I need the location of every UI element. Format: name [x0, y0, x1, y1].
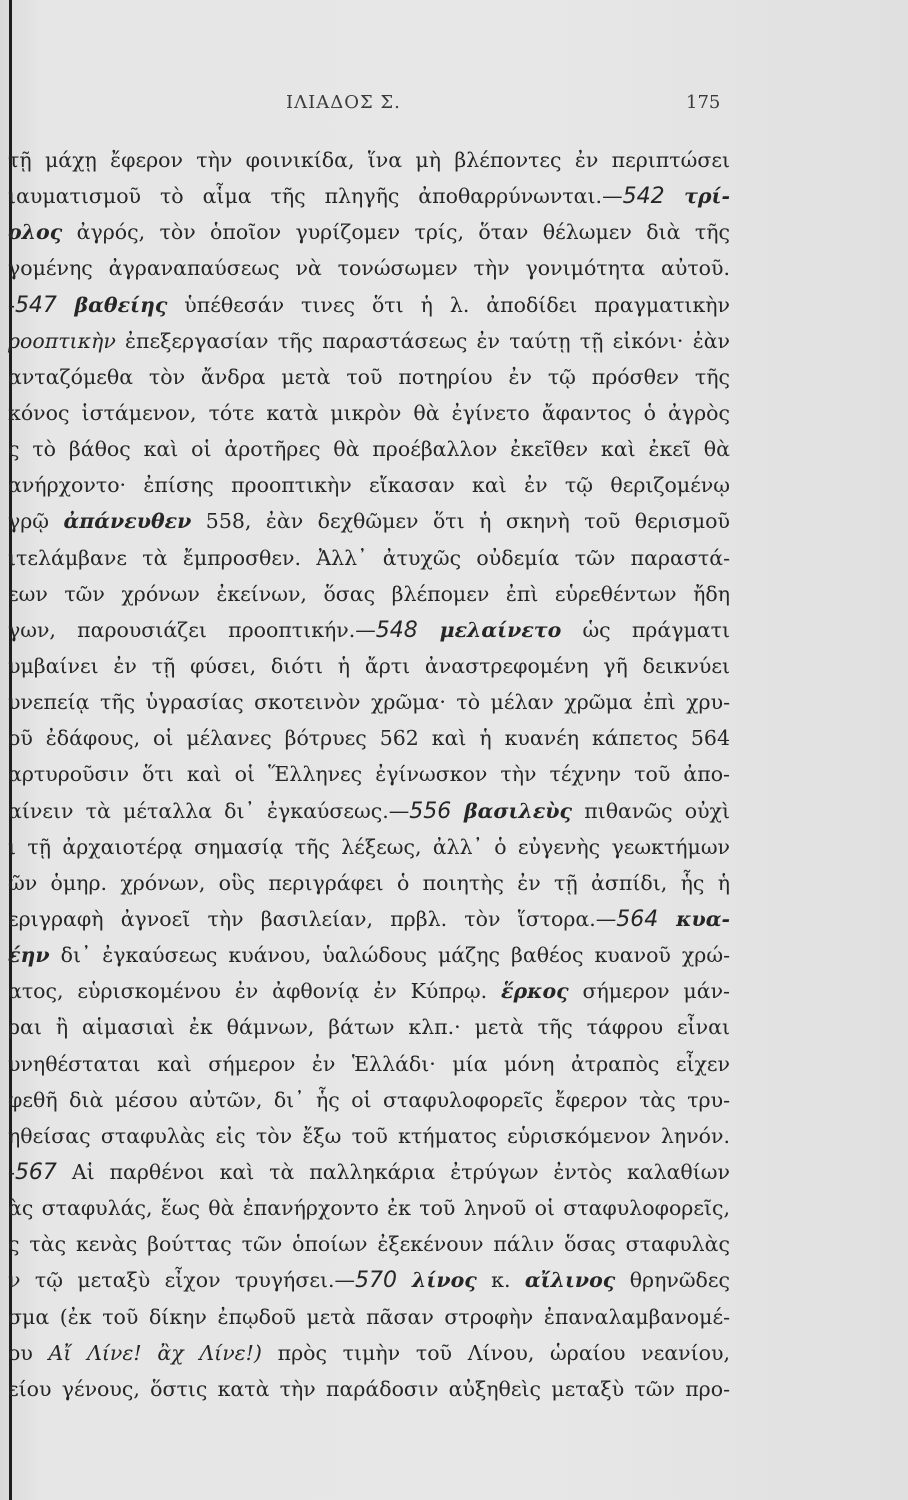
text-line — [0, 901, 730, 937]
text-line — [0, 648, 730, 684]
text-line — [0, 1262, 730, 1298]
text-line — [0, 612, 730, 648]
text-line — [0, 1335, 730, 1371]
text-segment: αίνειν τὰ μέταλλα δι᾽ ἐγκαύσεως.— — [8, 798, 410, 823]
running-head-title: ΙΛΙΑΔΟΣ Σ. — [286, 92, 401, 113]
text-line — [0, 1226, 730, 1262]
line-number-ref: 542 — [622, 184, 665, 210]
text-segment: 558, ἐὰν δεχθῶμεν ὅτι ἡ σκηνὴ τοῦ θερισμοῦ — [191, 509, 730, 534]
lemma-term: τρί- — [664, 184, 730, 209]
text-segment: ὑπέθεσάν τινες ὅτι ἡ λ. ἀποδίδει πραγματικὴν — [167, 292, 730, 317]
text-segment: κόνος ἱστάμενον, τότε κατὰ μικρὸν θὰ ἐγίνετο ἄφαντος ὁ ἀγρὸς — [8, 400, 730, 425]
text-segment: ς τὸ βάθος καὶ οἱ ἀροτῆρες θὰ προέβαλλον ἐκεῖθεν καὶ ἐκεῖ θὰ — [8, 437, 730, 462]
text-line — [0, 540, 730, 576]
text-line — [0, 793, 730, 829]
running-head — [0, 92, 908, 120]
text-segment: γρῷ — [8, 509, 64, 534]
text-segment: - — [8, 1159, 15, 1184]
text-line — [0, 287, 730, 323]
text-line — [0, 1299, 730, 1335]
text-segment: ἀγρός, τὸν ὁποῖον γυρίζομεν τρίς, ὅταν θέλωμεν διὰ τῆς — [62, 220, 730, 245]
text-segment: ραι ἢ αἱμασιαὶ ἐκ θάμνων, βάτων κλπ.· μετὰ τῆς τάφρου εἶναι — [8, 1015, 730, 1040]
line-number-ref: 567 — [14, 1159, 57, 1185]
page-number: 175 — [686, 92, 721, 113]
text-line — [0, 178, 730, 214]
text-line — [0, 1190, 730, 1226]
text-segment: ῶν ὁμηρ. χρόνων, οὓς περιγράφει ὁ ποιητὴς ἐν τῇ ἀσπίδι, ἧς ἡ — [8, 870, 730, 895]
text-segment: γομένης ἀγραναπαύσεως νὰ τονώσωμεν τὴν γονιμότητα αὐτοῦ. — [8, 256, 730, 281]
text-line — [0, 973, 730, 1009]
text-segment: εριγραφὴ ἀγνοεῖ τὴν βασιλείαν, πρβλ. τὸν ἵστορα.— — [8, 906, 617, 931]
text-segment: κ. — [476, 1268, 525, 1293]
text-line — [0, 142, 730, 178]
text-segment: αρτυροῦσιν ὅτι καὶ οἱ Ἕλληνες ἐγίνωσκον τὴν τέχνην τοῦ ἀπο- — [8, 762, 730, 787]
lemma-term: αἴλινος — [524, 1268, 616, 1293]
text-line — [0, 323, 730, 359]
text-line — [0, 1371, 730, 1407]
text-segment: ἐπεξεργασίαν τῆς παραστάσεως ἐν ταύτῃ τῇ εἰκόνι· ἐὰν — [115, 328, 730, 353]
text-line — [0, 865, 730, 901]
text-line — [0, 829, 730, 865]
lemma-term: ολος — [8, 220, 63, 245]
text-segment: ανήρχοντο· ἐπίσης προοπτικὴν εἴκασαν καὶ ἐν τῷ θεριζομένῳ — [8, 473, 730, 498]
text-line — [0, 395, 730, 431]
text-segment: ὡς πράγματι — [561, 617, 730, 642]
text-segment: σμα (ἐκ τοῦ δίκην ἐπῳδοῦ μετὰ πᾶσαν στροφὴν ἐπαναλαμβανομέ- — [8, 1304, 730, 1329]
lemma-term: λίνος — [397, 1268, 477, 1293]
text-segment: τῇ μάχῃ ἔφερον τὴν φοινικίδα, ἵνα μὴ βλέποντες ἐν περιπτώσει — [8, 148, 730, 172]
text-line — [0, 467, 730, 503]
commentary-text — [0, 142, 740, 1407]
text-line — [0, 1118, 730, 1154]
text-segment: ου — [8, 1340, 49, 1365]
text-line — [0, 250, 730, 286]
text-line — [0, 503, 730, 539]
text-segment: ν τῷ μεταξὺ εἶχον τρυγήσει.— — [8, 1268, 356, 1293]
text-line — [0, 431, 730, 467]
lemma-term: ἀπάνευθεν — [63, 509, 192, 534]
line-number-ref: 556 — [409, 798, 452, 824]
text-segment: ηθείσας σταφυλὰς εἰς τὸν ἔξω τοῦ κτήματος εὑρισκόμενον ληνόν. — [8, 1123, 730, 1148]
text-segment: ροοπτικὴν — [8, 328, 116, 353]
text-segment: - — [8, 292, 15, 317]
text-segment: φεθῆ διὰ μέσου αὐτῶν, δι᾽ ἧς οἱ σταφυλοφορεῖς ἔφερον τὰς τρυ- — [8, 1087, 730, 1112]
text-segment: υνεπείᾳ τῆς ὑγρασίας σκοτεινὸν χρῶμα· τὸ μέλαν χρῶμα ἐπὶ χρυ- — [8, 690, 730, 715]
text-segment: Αἴ Λίνε! ἂχ Λίνε!) — [48, 1340, 262, 1365]
text-segment: Αἱ παρθένοι καὶ τὰ παλληκάρια ἐτρύγων ἐντὸς καλαθίων — [56, 1159, 730, 1184]
lemma-term: ἕρκος — [500, 979, 569, 1004]
text-segment: ς τὰς κενὰς βούττας τῶν ὁποίων ἐξεκένουν πάλιν ὅσας σταφυλὰς — [8, 1232, 730, 1257]
text-segment: πιθανῶς οὐχὶ — [572, 798, 730, 823]
lemma-term: βασιλεὺς — [451, 798, 572, 823]
text-segment: θρηνῶδες — [615, 1268, 730, 1293]
text-line — [0, 214, 730, 250]
lemma-term: έην — [8, 943, 50, 968]
text-segment: ὰς σταφυλάς, ἕως θὰ ἐπανήρχοντο ἐκ τοῦ ληνοῦ οἱ σταφυλοφορεῖς, — [8, 1196, 730, 1221]
text-line — [0, 720, 730, 756]
text-line — [0, 756, 730, 792]
text-line — [0, 1154, 730, 1190]
text-segment: δι᾽ ἐγκαύσεως κυάνου, ὑαλώδους μάζης βαθέος κυανοῦ χρώ- — [49, 943, 730, 968]
text-segment: είου γένους, ὅστις κατὰ τὴν παράδοσιν αὐξηθεὶς μεταξὺ τῶν προ- — [8, 1376, 730, 1401]
text-segment: υνηθέσταται καὶ σήμερον ἐν Ἑλλάδι· μία μόνη ἀτραπὸς εἶχεν — [8, 1051, 730, 1076]
line-number-ref: 564 — [616, 906, 659, 932]
text-line — [0, 1082, 730, 1118]
lemma-term: μελαίνετο — [417, 617, 562, 642]
text-segment: σήμερον μάν- — [568, 979, 730, 1004]
text-line — [0, 937, 730, 973]
text-segment: ιτελάμβανε τὰ ἔμπροσθεν. Ἀλλ᾽ ἀτυχῶς οὐδεμία τῶν παραστά- — [8, 545, 730, 570]
line-number-ref: 570 — [355, 1268, 398, 1294]
text-line — [0, 576, 730, 612]
text-segment: ιαυματισμοῦ τὸ αἷμα τῆς πληγῆς ἀποθαρρύνωνται.— — [8, 184, 623, 209]
text-segment: ατος, εὑρισκομένου ἐν ἀφθονίᾳ ἐν Κύπρῳ. — [8, 979, 501, 1004]
text-segment: ανταζόμεθα τὸν ἄνδρα μετὰ τοῦ ποτηρίου ἐν τῷ πρόσθεν τῆς — [8, 364, 730, 389]
text-segment: οῦ ἐδάφους, οἱ μέλανες βότρυες 562 καὶ ἡ κυανέη κάπετος 564 — [8, 726, 730, 751]
text-segment: ι τῇ ἀρχαιοτέρᾳ σημασίᾳ τῆς λέξεως, ἀλλ᾽ ὁ εὐγενὴς γεωκτήμων — [8, 834, 730, 859]
text-segment: υμβαίνει ἐν τῇ φύσει, διότι ἡ ἄρτι ἀναστρεφομένη γῆ δεικνύει — [8, 653, 730, 678]
text-line — [0, 359, 730, 395]
text-segment: εων τῶν χρόνων ἐκείνων, ὅσας βλέπομεν ἐπὶ εὑρεθέντων ἤδη — [8, 581, 730, 606]
line-number-ref: 547 — [14, 292, 57, 318]
text-segment: πρὸς τιμὴν τοῦ Λίνου, ὡραίου νεανίου, — [261, 1340, 730, 1365]
lemma-term: κυα- — [658, 906, 730, 931]
text-line — [0, 1009, 730, 1045]
line-number-ref: 548 — [375, 617, 418, 643]
text-line — [0, 684, 730, 720]
lemma-term: βαθείης — [56, 292, 168, 317]
text-line — [0, 1046, 730, 1082]
text-segment: γων, παρουσιάζει προοπτικήν.— — [8, 617, 376, 642]
